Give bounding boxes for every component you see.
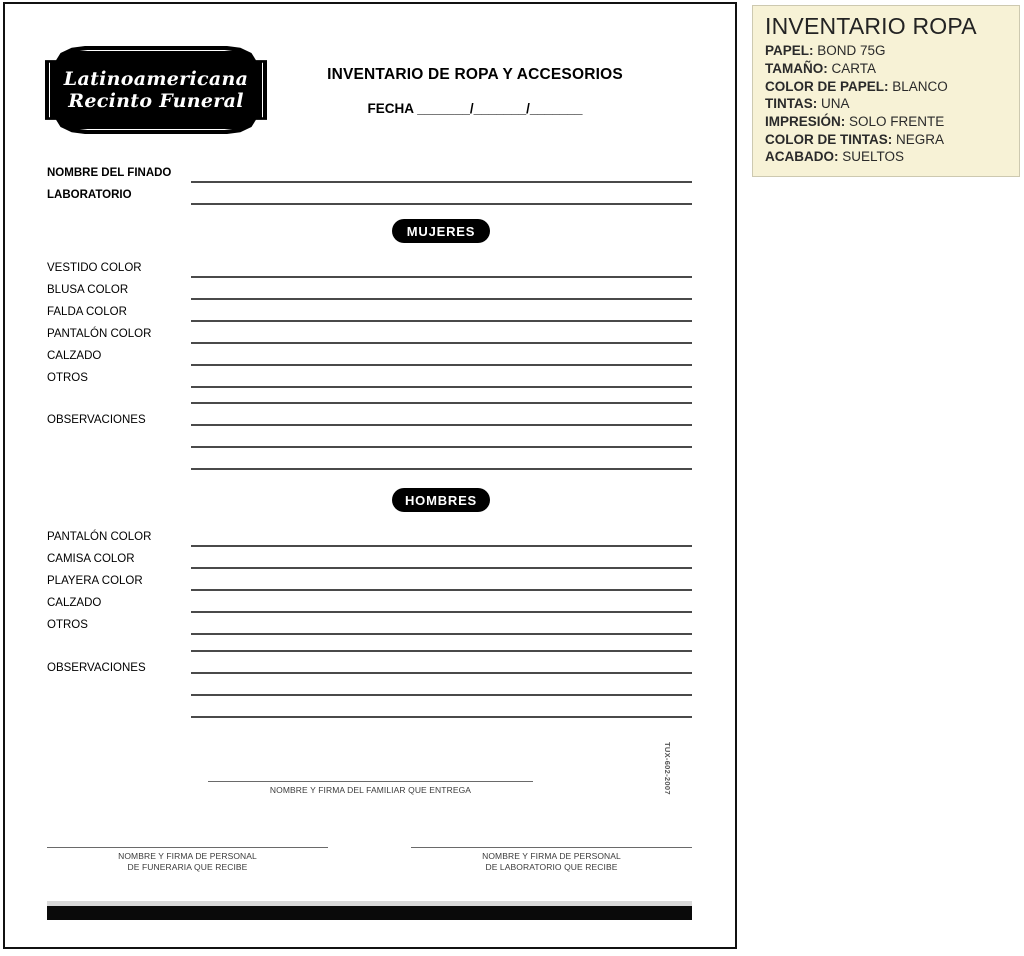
- signature-block-laboratorio: [411, 847, 692, 881]
- field-row-mujeres-observaciones: [47, 414, 692, 436]
- field-rule-mujeres-pantalon-color[interactable]: [191, 342, 692, 344]
- spec-key-impresion: IMPRESIÓN:: [765, 113, 846, 129]
- signature-line-funeraria[interactable]: [47, 847, 328, 848]
- section-pill-mujeres: MUJERES: [392, 219, 490, 243]
- spec-key-tamano: TAMAÑO:: [765, 60, 828, 76]
- field-label-mujeres-otros: OTROS: [47, 372, 88, 384]
- field-row-mujeres-pantalon-color: [47, 328, 692, 350]
- field-label-mujeres-vestido-color: VESTIDO COLOR: [47, 262, 142, 274]
- field-label-mujeres-observaciones: OBSERVACIONES: [47, 414, 146, 426]
- field-rule-nombre-del-finado[interactable]: [191, 181, 692, 183]
- field-rule-mujeres-observaciones-1[interactable]: [191, 402, 692, 404]
- logo-text: [45, 46, 267, 134]
- signature-line-laboratorio[interactable]: [411, 847, 692, 848]
- field-rule-mujeres-observaciones-4[interactable]: [191, 468, 692, 470]
- section-pill-hombres: HOMBRES: [392, 488, 490, 512]
- field-rule-laboratorio[interactable]: [191, 203, 692, 205]
- spec-value-tintas: UNA: [817, 96, 850, 112]
- spec-value-papel: BOND 75G: [813, 43, 886, 59]
- field-label-mujeres-falda-color: FALDA COLOR: [47, 306, 127, 318]
- spec-row-color-de-tintas: [765, 131, 1009, 149]
- spec-key-color-de-tintas: COLOR DE TINTAS:: [765, 131, 893, 147]
- field-label-hombres-otros: OTROS: [47, 619, 88, 631]
- field-row-mujeres-vestido-color: [47, 262, 692, 284]
- field-label-mujeres-pantalon-color: PANTALÓN COLOR: [47, 328, 152, 340]
- field-label-hombres-playera-color: PLAYERA COLOR: [47, 575, 143, 587]
- field-rule-hombres-playera-color[interactable]: [191, 589, 692, 591]
- signature-caption-familiar: NOMBRE Y FIRMA DEL FAMILIAR QUE ENTREGA: [269, 785, 472, 795]
- field-row-mujeres-otros: [47, 372, 692, 394]
- field-label-nombre-del-finado: NOMBRE DEL FINADO: [47, 167, 172, 179]
- signature-line-familiar[interactable]: [208, 781, 533, 782]
- spec-key-color-de-papel: COLOR DE PAPEL:: [765, 78, 889, 94]
- field-label-hombres-camisa-color: CAMISA COLOR: [47, 553, 135, 565]
- field-rule-mujeres-observaciones-3[interactable]: [191, 446, 692, 448]
- signature-caption-funeraria-line1: NOMBRE Y FIRMA DE PERSONAL: [118, 851, 257, 861]
- signature-caption-laboratorio-line1: NOMBRE Y FIRMA DE PERSONAL: [482, 851, 621, 861]
- field-row-laboratorio: [47, 189, 692, 211]
- spec-value-acabado: SUELTOS: [838, 149, 905, 165]
- company-logo-plaque: [45, 46, 267, 134]
- document-code-vertical: TUX-602-2007: [663, 742, 672, 795]
- field-rule-hombres-camisa-color[interactable]: [191, 567, 692, 569]
- spec-row-color-de-papel: [765, 78, 1009, 96]
- field-row-hombres-observaciones: [47, 662, 692, 684]
- field-row-mujeres-blusa-color: [47, 284, 692, 306]
- field-rule-hombres-observaciones-3[interactable]: [191, 694, 692, 696]
- spec-value-color-de-papel: BLANCO: [888, 78, 948, 94]
- field-rule-mujeres-vestido-color[interactable]: [191, 276, 692, 278]
- logo-line-1: Latinoamericana: [63, 67, 249, 90]
- field-row-hombres-camisa-color: [47, 553, 692, 575]
- field-label-laboratorio: LABORATORIO: [47, 189, 132, 201]
- field-rule-mujeres-calzado[interactable]: [191, 364, 692, 366]
- spec-row-acabado: [765, 148, 1009, 166]
- spec-panel: [752, 5, 1020, 177]
- spec-row-tamano: [765, 60, 1009, 78]
- field-row-hombres-pantalon-color: [47, 531, 692, 553]
- field-rule-hombres-observaciones-1[interactable]: [191, 650, 692, 652]
- logo-line-2: Recinto Funeral: [68, 90, 244, 112]
- signature-caption-laboratorio: [411, 851, 692, 872]
- field-label-hombres-calzado: CALZADO: [47, 597, 102, 609]
- signature-caption-funeraria: [47, 851, 328, 872]
- field-rule-mujeres-blusa-color[interactable]: [191, 298, 692, 300]
- field-row-mujeres-calzado: [47, 350, 692, 372]
- form-title: INVENTARIO DE ROPA Y ACCESORIOS: [327, 66, 623, 83]
- field-label-mujeres-blusa-color: BLUSA COLOR: [47, 284, 129, 296]
- spec-value-impresion: SOLO FRENTE: [845, 113, 945, 129]
- signature-caption-laboratorio-line2: DE LABORATORIO QUE RECIBE: [485, 861, 618, 872]
- spec-row-tintas: [765, 95, 1009, 113]
- spec-value-tamano: CARTA: [827, 60, 876, 76]
- signature-caption-funeraria-line2: DE FUNERARIA QUE RECIBE: [127, 861, 248, 872]
- spec-value-color-de-tintas: NEGRA: [892, 131, 945, 147]
- spec-row-impresion: [765, 113, 1009, 131]
- spec-row-papel: [765, 42, 1009, 60]
- field-row-nombre-del-finado: [47, 167, 692, 189]
- field-row-hombres-calzado: [47, 597, 692, 619]
- field-rule-hombres-observaciones-4[interactable]: [191, 716, 692, 718]
- field-rule-mujeres-observaciones-2[interactable]: [191, 424, 692, 426]
- field-label-hombres-pantalon-color: PANTALÓN COLOR: [47, 531, 152, 543]
- field-row-mujeres-falda-color: [47, 306, 692, 328]
- field-label-mujeres-calzado: CALZADO: [47, 350, 102, 362]
- field-rule-mujeres-falda-color[interactable]: [191, 320, 692, 322]
- date-field-line: FECHA _______/_______/_______: [367, 101, 583, 116]
- field-rule-hombres-pantalon-color[interactable]: [191, 545, 692, 547]
- spec-key-acabado: ACABADO:: [765, 149, 839, 165]
- signature-block-funeraria: [47, 847, 328, 881]
- spec-panel-title: INVENTARIO ROPA: [765, 13, 977, 39]
- spec-key-tintas: TINTAS:: [765, 96, 818, 112]
- field-row-hombres-otros: [47, 619, 692, 641]
- field-rule-hombres-otros[interactable]: [191, 633, 692, 635]
- field-rule-mujeres-otros[interactable]: [191, 386, 692, 388]
- field-rule-hombres-calzado[interactable]: [191, 611, 692, 613]
- footer-black-bar: [47, 906, 692, 920]
- signature-block-familiar: [208, 781, 533, 811]
- field-rule-hombres-observaciones-2[interactable]: [191, 672, 692, 674]
- spec-key-papel: PAPEL:: [765, 43, 814, 59]
- field-row-hombres-playera-color: [47, 575, 692, 597]
- field-label-hombres-observaciones: OBSERVACIONES: [47, 662, 146, 674]
